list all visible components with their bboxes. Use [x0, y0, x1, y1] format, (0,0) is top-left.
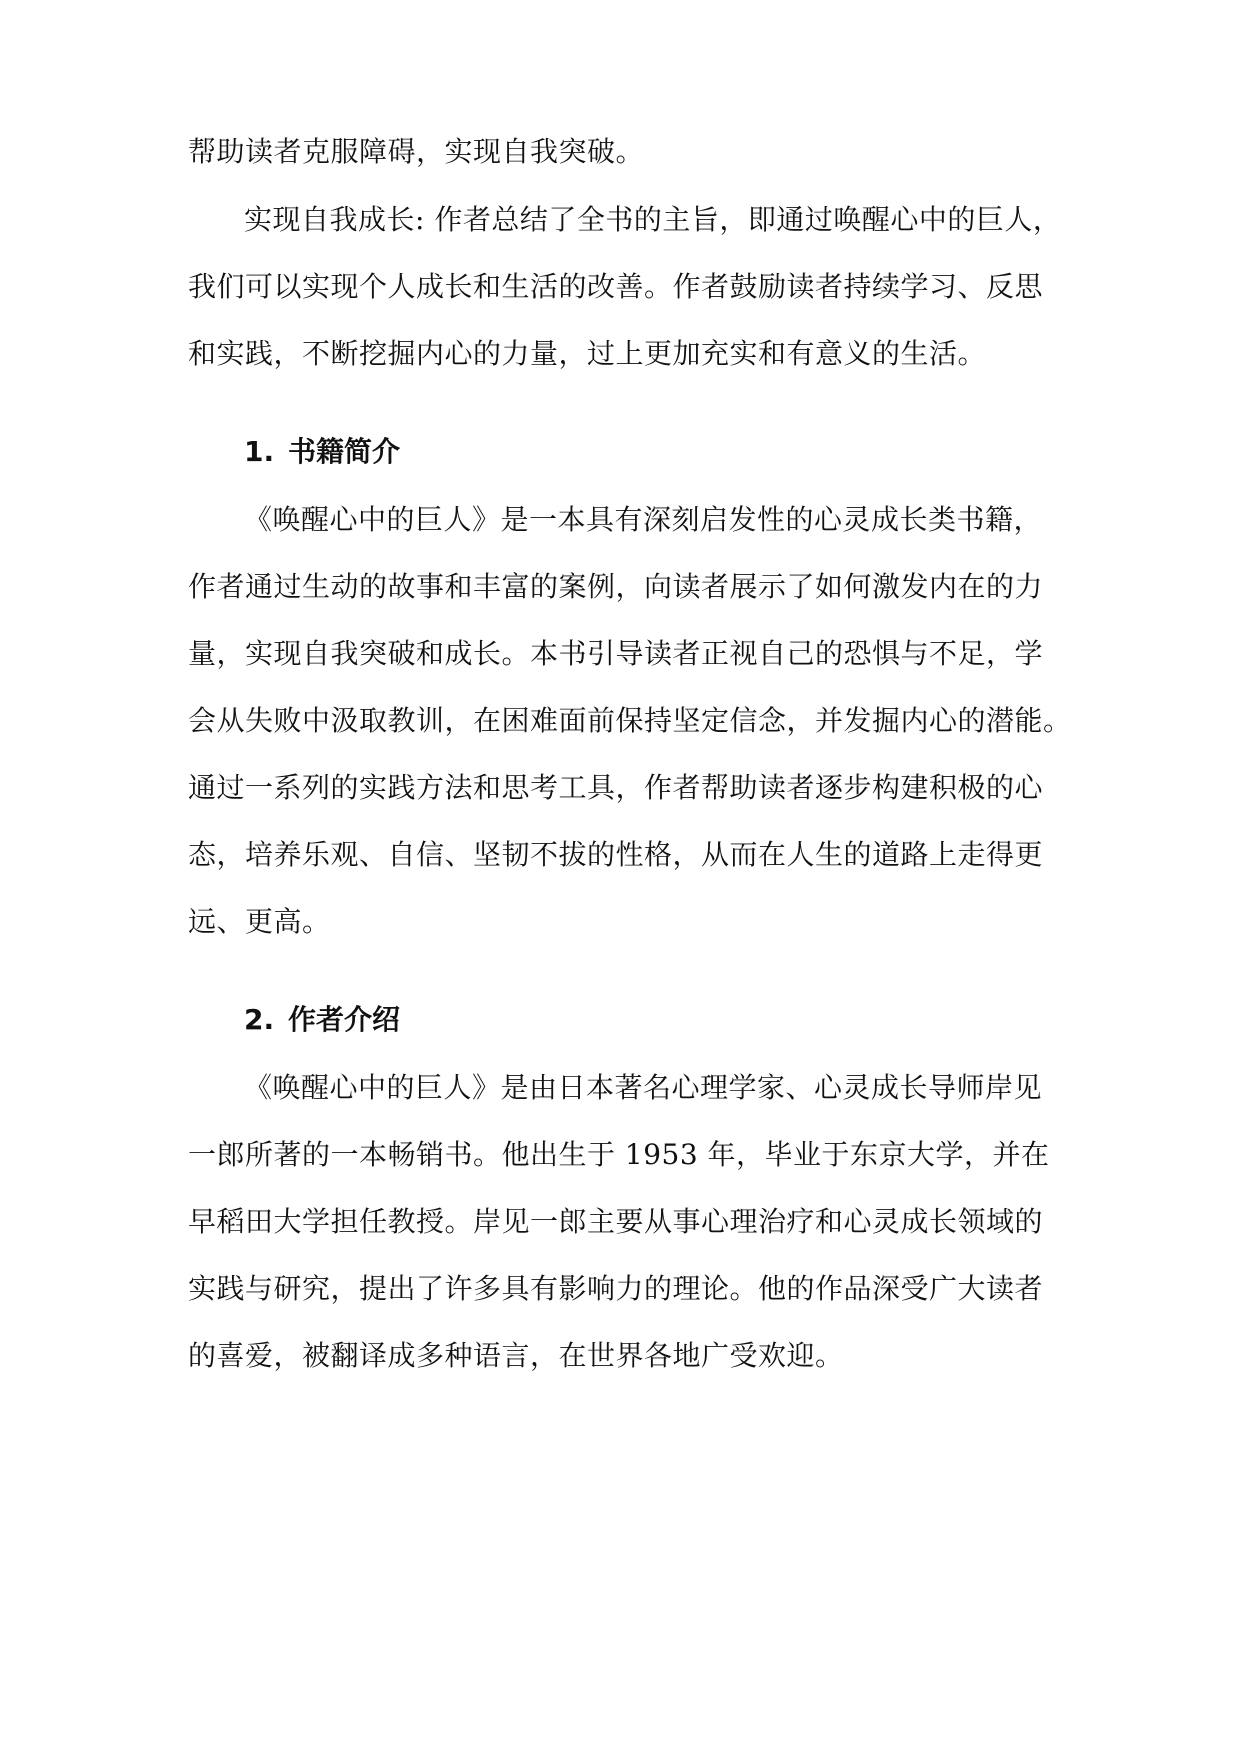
paragraph-line: 的喜爱，被翻译成多种语言，在世界各地广受欢迎。	[188, 1339, 844, 1372]
paragraph-line: 《唤醒心中的巨人》是一本具有深刻启发性的心灵成长类书籍，	[244, 503, 1043, 536]
paragraph-line: 作者通过生动的故事和丰富的案例，向读者展示了如何激发内在的力	[188, 570, 1044, 603]
paragraph-line: 通过一系列的实践方法和思考工具，作者帮助读者逐步构建积极的心	[188, 771, 1044, 804]
section-heading	[244, 432, 400, 472]
paragraph-line: 实现自我成长: 作者总结了全书的主旨，即通过唤醒心中的巨人，	[244, 203, 1062, 236]
section-heading	[244, 1000, 400, 1040]
paragraph-line: 《唤醒心中的巨人》是由日本著名心理学家、心灵成长导师岸见	[244, 1071, 1043, 1104]
section-number: 2.	[244, 1003, 275, 1036]
paragraph-line: 一郎所著的一本畅销书。他出生于 1953 年，毕业于东京大学，并在	[188, 1138, 1050, 1171]
paragraph-line: 早稻田大学担任教授。岸见一郎主要从事心理治疗和心灵成长领域的	[188, 1205, 1044, 1238]
paragraph-line: 和实践，不断挖掘内心的力量，过上更加充实和有意义的生活。	[188, 337, 987, 370]
paragraph-line: 会从失败中汲取教训，在困难面前保持坚定信念，并发掘内心的潜能。	[188, 704, 1072, 737]
paragraph-line: 实践与研究，提出了许多具有影响力的理论。他的作品深受广大读者	[188, 1272, 1044, 1305]
paragraph-line: 远、更高。	[188, 905, 331, 938]
paragraph-line: 态，培养乐观、自信、坚韧不拔的性格，从而在人生的道路上走得更	[188, 838, 1044, 871]
paragraph-line: 帮助读者克服障碍，实现自我突破。	[188, 135, 645, 168]
paragraph-line: 量，实现自我突破和成长。本书引导读者正视自己的恐惧与不足，学	[188, 637, 1044, 670]
section-title: 书籍简介	[288, 435, 401, 468]
paragraph-line: 我们可以实现个人成长和生活的改善。作者鼓励读者持续学习、反思	[188, 270, 1044, 303]
section-title: 作者介绍	[288, 1003, 401, 1036]
section-number: 1.	[244, 435, 275, 468]
